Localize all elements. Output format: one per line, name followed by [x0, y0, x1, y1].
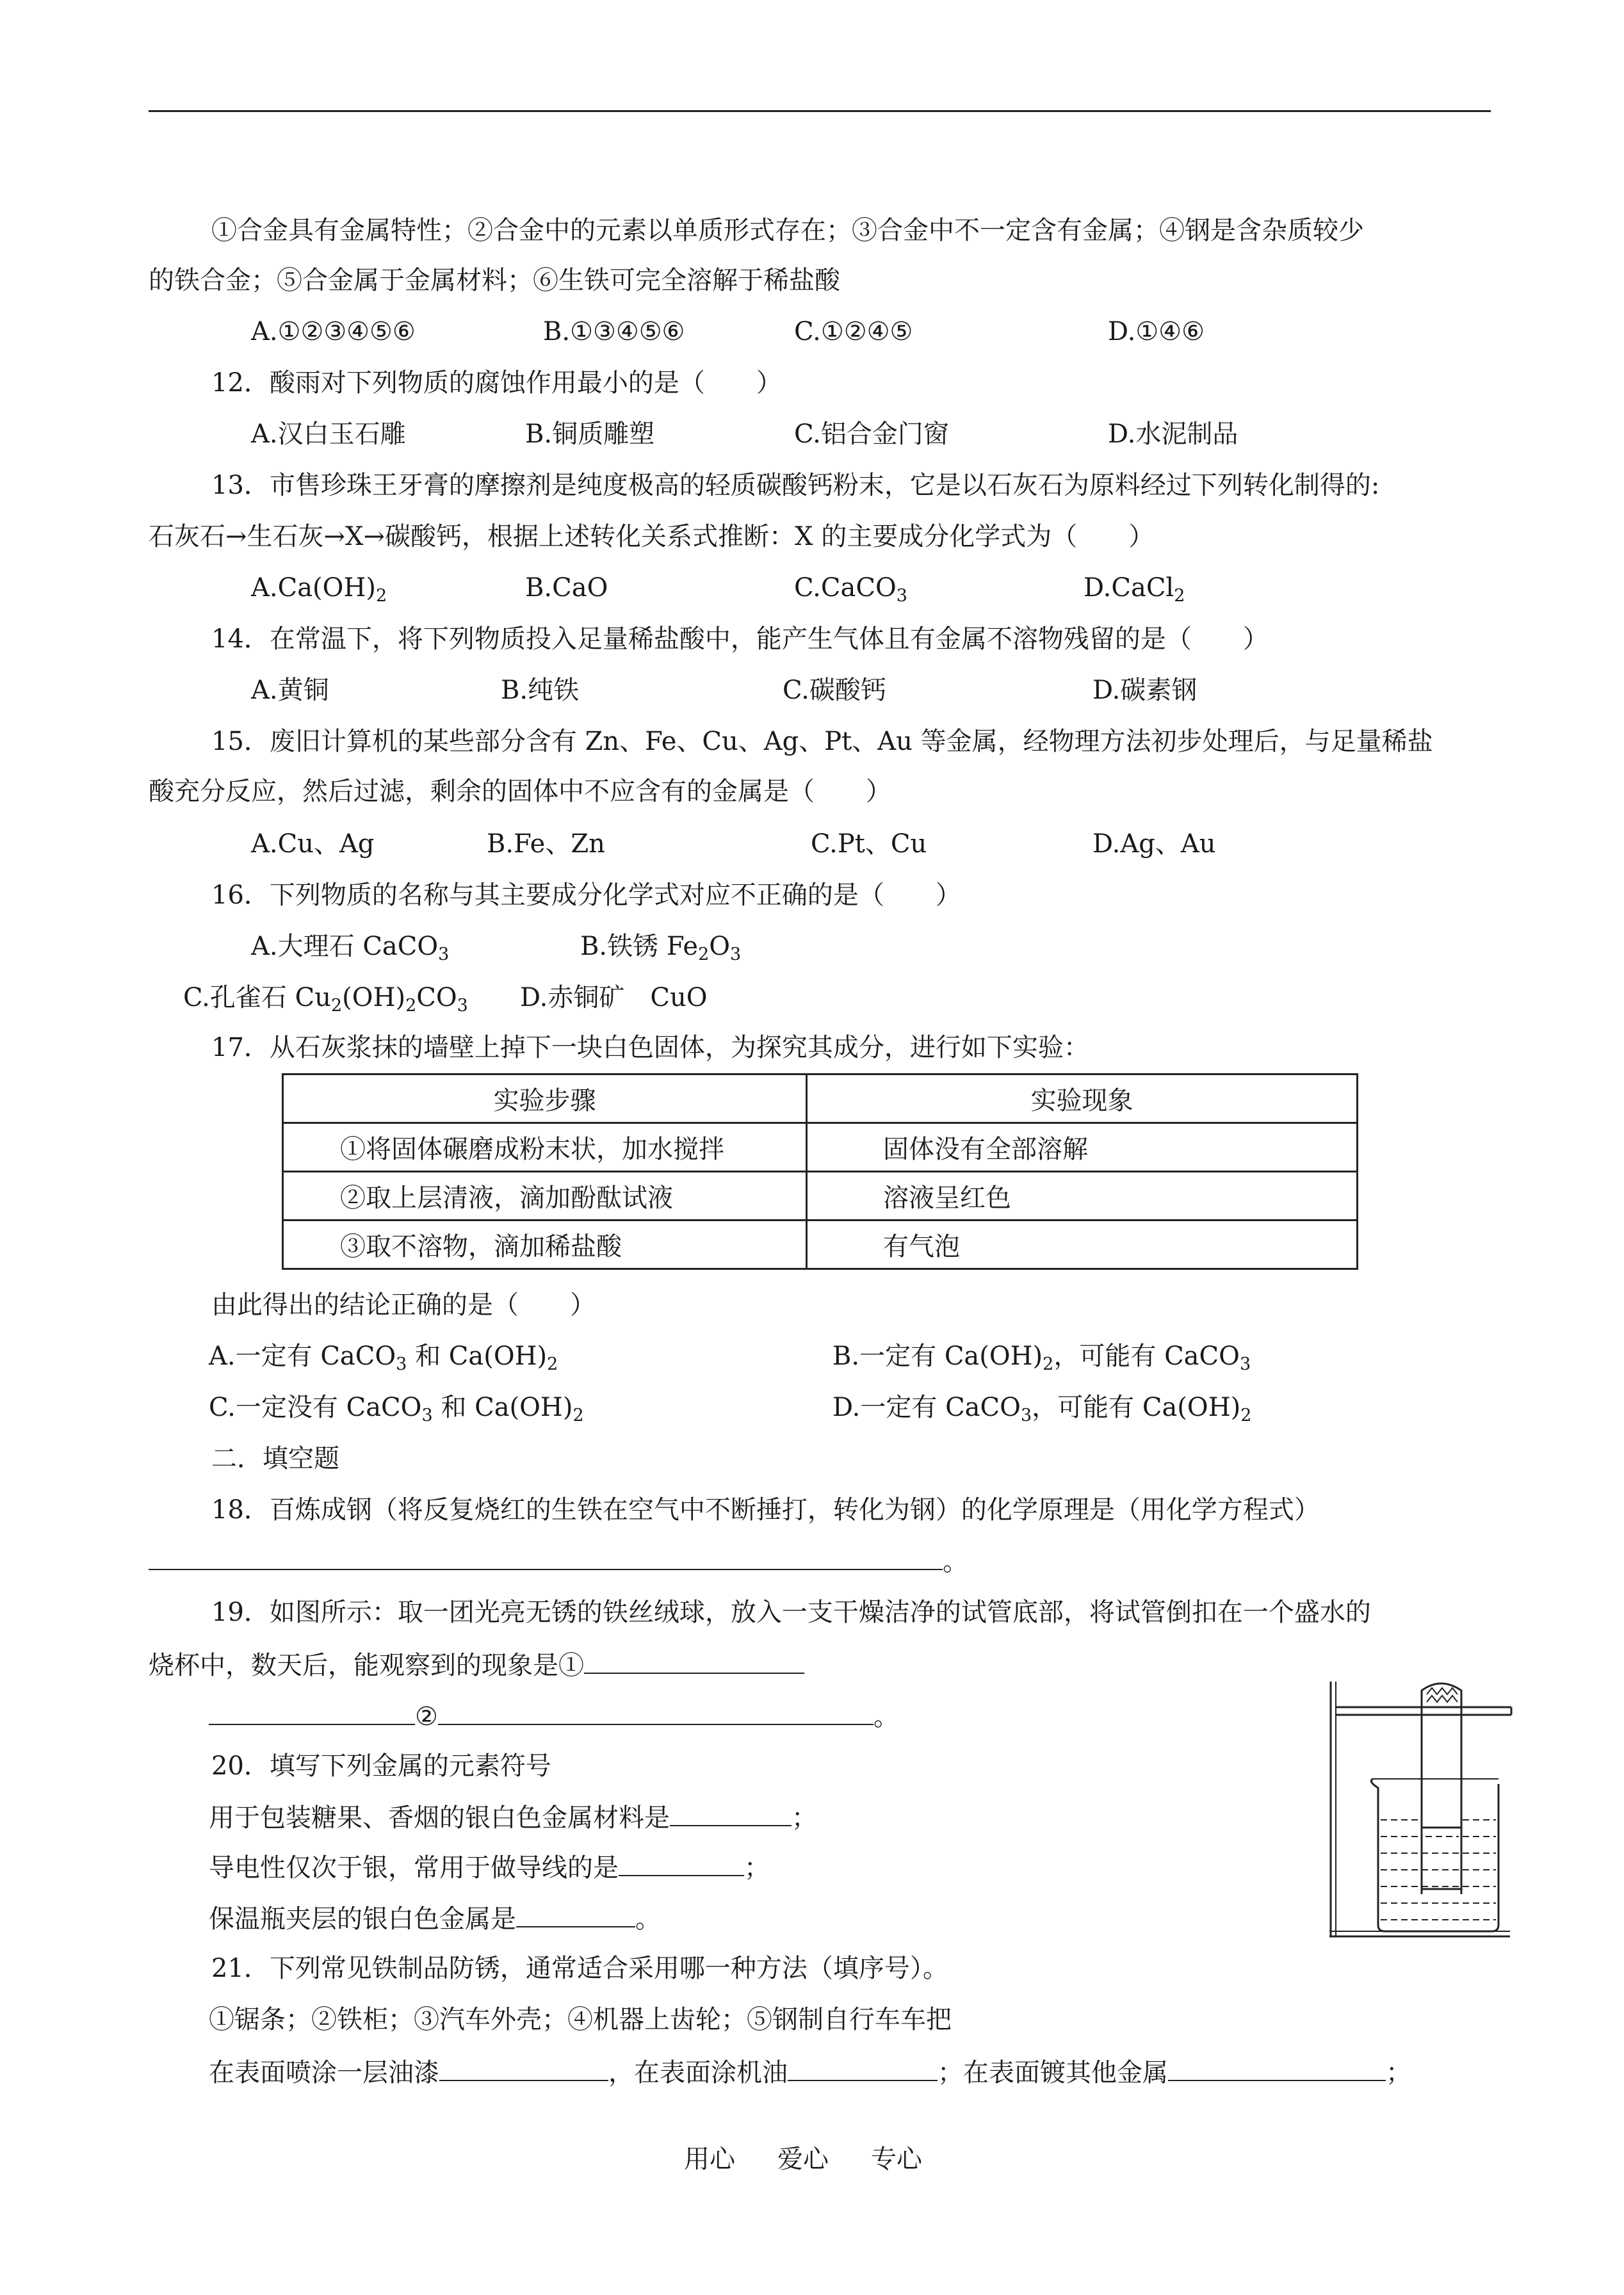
q21-answer-blank-paint[interactable]: [439, 2056, 608, 2081]
q12-stem: 12．酸雨对下列物质的腐蚀作用最小的是（ ）: [211, 368, 782, 398]
q11-stem-line1: ①合金具有金属特性；②合金中的元素以单质形式存在；③合金中不一定含有金属；④钢是含杂质较少: [211, 216, 1364, 245]
q17-option-a: A.一定有 CaCO$_3$ 和 $Ca(OH)_2$: [209, 1342, 558, 1374]
table-header-steps: 实验步骤: [283, 1075, 807, 1123]
table-row: [283, 1172, 1358, 1220]
table-cell-phenomenon: 溶液呈红色: [807, 1172, 1358, 1220]
q12-option-a: A.汉白玉石雕: [251, 419, 406, 449]
q13-stem-line1: 13．市售珍珠王牙膏的摩擦剂是纯度极高的轻质碳酸钙粉末，它是以石灰石为原料经过下列转化制得的:: [211, 471, 1380, 500]
q11-stem-line2: 的铁合金；⑤合金属于金属材料；⑥生铁可完全溶解于稀盐酸: [149, 266, 840, 295]
q19-answer-blank-2[interactable]: [438, 1699, 873, 1725]
q15-stem-line1: 15．废旧计算机的某些部分含有 Zn、Fe、Cu、Ag、Pt、Au 等金属，经物理方法初步处理后，与足量稀盐: [211, 727, 1433, 756]
q19-answer-line2: ② 。: [209, 1699, 899, 1732]
table-cell-step: ①将固体碾磨成粉末状，加水搅拌: [283, 1123, 807, 1172]
table-row: [283, 1220, 1358, 1269]
q20-line1: 用于包装糖果、香烟的银白色金属材料是 ；: [209, 1801, 817, 1833]
q13-option-a: $A.Ca(OH)_2$: [251, 573, 387, 606]
q16-stem: 16．下列物质的名称与其主要成分化学式对应不正确的是（ ）: [211, 880, 961, 910]
q12-option-d: D.水泥制品: [1108, 419, 1238, 449]
table-cell-phenomenon: 固体没有全部溶解: [807, 1123, 1358, 1172]
q20-answer-blank-1[interactable]: [670, 1801, 792, 1826]
q15-option-d: D.Ag、Au: [1092, 829, 1216, 859]
q21-items: ①锯条；②铁柜；③汽车外壳；④机器上齿轮；⑤钢制自行车车把: [209, 2005, 952, 2034]
table-header-phenomena: 实验现象: [807, 1075, 1358, 1123]
q13-stem-line2: 石灰石→生石灰→X→碳酸钙，根据上述转化关系式推断：X 的主要成分化学式为（ ）: [149, 522, 1155, 551]
table-row: [283, 1123, 1358, 1172]
q14-option-b: B.纯铁: [501, 676, 580, 705]
q16-option-d: D.赤铜矿 CuO: [520, 983, 708, 1012]
q21-answer-blank-plating[interactable]: [1168, 2056, 1386, 2081]
q21-answer-line: 在表面喷涂一层油漆 ，在表面涂机油 ；在表面镀其他金属 ；: [209, 2056, 1411, 2088]
footer-word-2: 爱心: [777, 2145, 829, 2174]
test-tube-beaker-apparatus-figure: [1306, 1671, 1550, 1947]
q14-option-c: C.碳酸钙: [783, 676, 886, 705]
table-cell-step: ③取不溶物，滴加稀盐酸: [283, 1220, 807, 1269]
q11-option-a: A.①②③④⑤⑥: [251, 317, 416, 346]
q17-option-d: D.一定有 CaCO$_3$，可能有 $Ca(OH)_2$: [832, 1393, 1252, 1425]
q15-stem-line2: 酸充分反应，然后过滤，剩余的固体中不应含有的金属是（ ）: [149, 777, 891, 806]
q18-stem: 18．百炼成钢（将反复烧红的生铁在空气中不断捶打，转化为钢）的化学原理是（用化学方程式）: [211, 1495, 1320, 1525]
page-footer: [684, 2144, 922, 2175]
q16-option-b: B.铁锈 $Fe_2O_3$: [580, 932, 742, 964]
q16-option-c: C.孔雀石 $Cu_2(OH)_2CO_3$: [183, 983, 468, 1016]
q15-option-c: C.Pt、Cu: [811, 829, 927, 859]
table-cell-phenomenon: 有气泡: [807, 1220, 1358, 1269]
q17-option-b: B.一定有 $Ca(OH)_2$，可能有 CaCO$_3$: [832, 1342, 1251, 1374]
table-cell-step: ②取上层清液，滴加酚酞试液: [283, 1172, 807, 1220]
q12-option-b: B.铜质雕塑: [525, 419, 655, 449]
q20-stem: 20．填写下列金属的元素符号: [211, 1751, 551, 1781]
q19-answer-blank-1b[interactable]: [209, 1699, 415, 1725]
header-rule: [149, 110, 1491, 112]
q13-option-b: B.CaO: [525, 573, 608, 603]
q13-option-d: D.CaCl$_2$: [1084, 573, 1185, 606]
q18-answer-blank[interactable]: [149, 1545, 943, 1570]
q17-experiment-table: [282, 1073, 1358, 1270]
q14-option-a: A.黄铜: [251, 676, 329, 705]
q13-option-c: C.CaCO$_3$: [794, 573, 907, 606]
footer-word-1: 用心: [684, 2145, 735, 2174]
q11-option-c: C.①②④⑤: [794, 317, 913, 346]
q14-option-d: D.碳素钢: [1092, 676, 1198, 705]
q21-stem: 21．下列常见铁制品防锈，通常适合采用哪一种方法（填序号）。: [211, 1954, 948, 1983]
q15-option-a: A.Cu、Ag: [251, 829, 375, 859]
q20-line3: 保温瓶夹层的银白色金属是 。: [209, 1902, 661, 1934]
q12-option-c: C.铝合金门窗: [794, 419, 949, 449]
q17-question: 由此得出的结论正确的是（ ）: [211, 1290, 596, 1320]
q19-stem-line2: 烧杯中，数天后，能观察到的现象是①: [149, 1648, 804, 1681]
q20-answer-blank-2[interactable]: [619, 1851, 744, 1876]
q11-option-b: B.①③④⑤⑥: [543, 317, 685, 346]
table-header-row: [283, 1075, 1358, 1123]
q21-answer-blank-oil[interactable]: [788, 2056, 938, 2081]
q11-option-d: D.①④⑥: [1108, 317, 1205, 346]
q14-stem: 14．在常温下，将下列物质投入足量稀盐酸中，能产生气体且有金属不溶物残留的是（ ）: [211, 624, 1269, 654]
q16-option-a: A.大理石 CaCO$_3$: [251, 932, 450, 964]
q15-option-b: B.Fe、Zn: [487, 829, 605, 859]
footer-word-3: 专心: [871, 2145, 922, 2174]
q17-stem: 17．从石灰浆抹的墙壁上掉下一块白色固体，为探究其成分，进行如下实验：: [211, 1033, 1089, 1062]
q20-answer-blank-3[interactable]: [516, 1902, 635, 1927]
q18-answer-line: 。: [149, 1545, 968, 1577]
q17-option-c: C.一定没有 CaCO$_3$ 和 $Ca(OH)_2$: [209, 1393, 584, 1425]
q20-line2: 导电性仅次于银，常用于做导线的是 ；: [209, 1851, 770, 1883]
q19-answer-blank-1[interactable]: [584, 1648, 804, 1674]
section-heading-fill-in: 二．填空题: [211, 1444, 339, 1473]
q19-stem-line1: 19．如图所示：取一团光亮无锈的铁丝绒球，放入一支干燥洁净的试管底部，将试管倒扣在一个盛水的: [211, 1598, 1371, 1627]
